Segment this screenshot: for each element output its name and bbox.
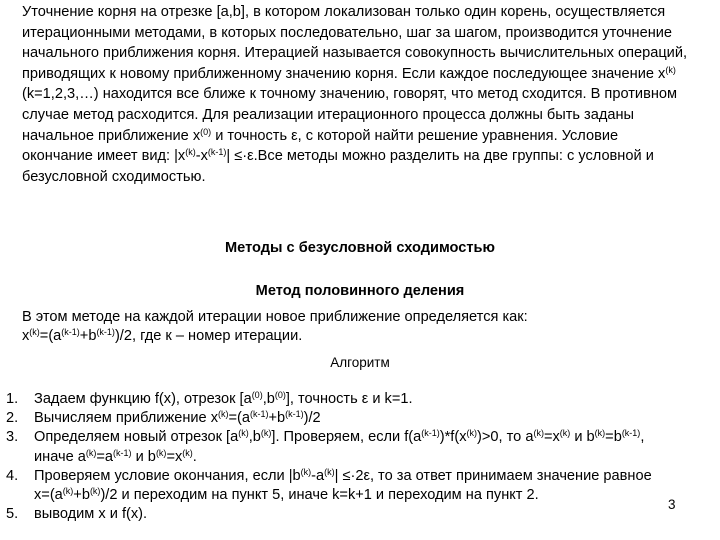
section-heading: Методы с безусловной сходимостью [225,240,495,256]
algorithm-step-2: 2. Вычисляем приближение $x^{(k)}=(a^{(k-1)}+b^{(k-1)})/2$ [6,409,321,427]
algorithm-steps [0,390,660,524]
algorithm-step-1: 1. Задаем функцию f(x), отрезок $[a^{(0)},b^{(0)}]$, точность ε и k=1. [6,390,413,407]
intro-paragraph: Уточнение корня на отрезке [a,b], в котором локализован только один корень, осуществляется итерационными методами, в которых последовательно, шаг за шагом, производится уточнение начального приближения корня. Итерацией называется совокупность вычислительных операций, приводящих к новому приближенному значению корня. Если каждое последующее значение $x^{(k)}$ (k=1,2,3,…) находится все ближе к точному значению, говорят, что метод сходится. В противном случае метод расходится. Для реализации итерационного процесса должны быть заданы начальное приближение $x^{(0)}$ и точность ε, с которой найти решение уравнения. Условие окончание имеет вид: $|x^{(k)}-x^{(k-1)}| \le\cdot\varepsilon.Все$ методы можно разделить на две группы: с условной и безусловной сходимостью. [22,4,688,185]
subsection-heading: Метод половинного деления [255,283,465,299]
algorithm-step-5: 5. выводим x и f(x). [6,506,148,523]
page-number: 3 [668,497,676,512]
algorithm-step-4: 4. Проверяем условие окончания, если $|b^{(k)}-a^{(k)}| \le\cdot 2\varepsilon$, то за ответ принимаем значение равное $x=(a^{(k)}+b^{(k)})/2$ и переходим на пункт 5, иначе k=k+1 и переходим на пункт 2. [6,466,652,504]
method-description: В этом методе на каждой итерации новое приближение определяется как: $x^{(k)}=(a^{(k-1)}+b^{(k-1)})/2$, где к – номер итерации. [22,309,528,344]
algorithm-step-3: 3. Определяем новый отрезок $[a^{(k)},b^{(k)}]$. Проверяем, если $f(a^{(k-1)})*f(x^{(k)})>0$, то $a^{(k)}=x^{(k)}$ и $b^{(k)}=b^{(k-1)}$, иначе $a^{(k)}=a^{(k-1)}$ и $b^{(k)}=x^{(k)}$. [6,428,645,465]
algorithm-title: Алгоритм [330,355,390,370]
